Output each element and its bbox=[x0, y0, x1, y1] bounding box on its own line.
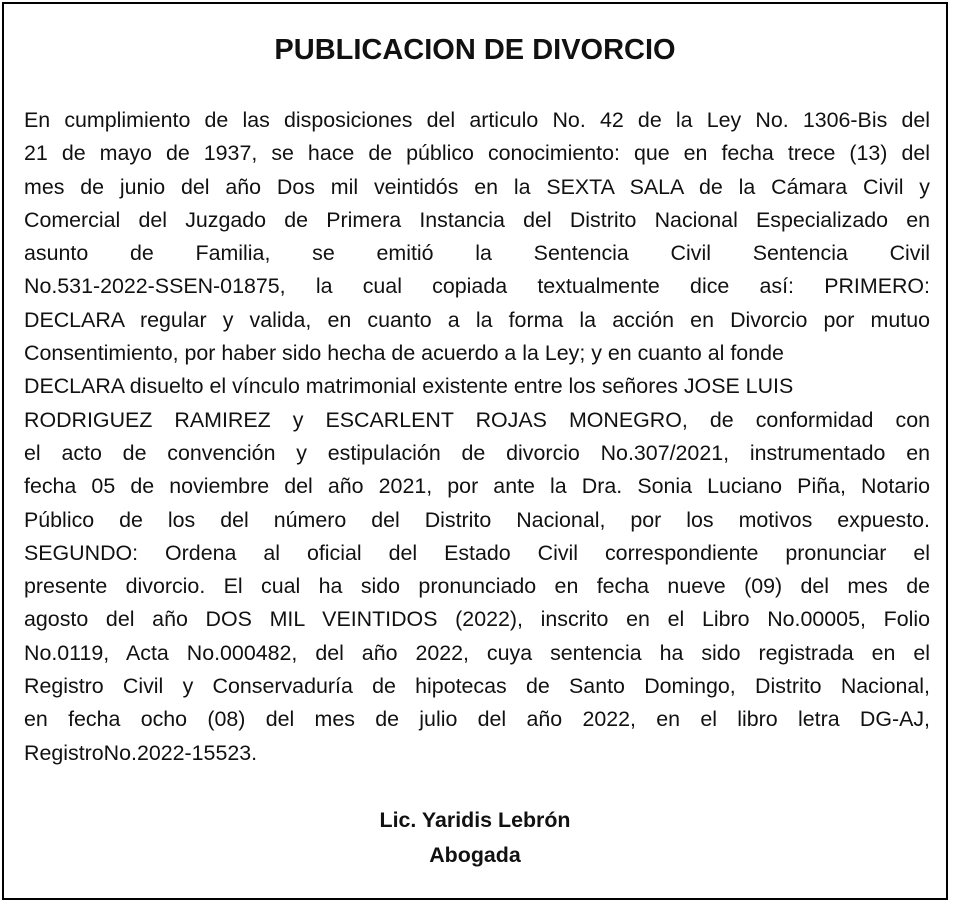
body-line: Público de los del número del Distrito Nacional, por los motivos expuesto. bbox=[24, 507, 930, 532]
body-line: 21 de mayo de 1937, se hace de público conocimiento: que en fecha trece (13) del bbox=[24, 141, 930, 166]
body-line: en fecha ocho (08) del mes de julio del año 2022, en el libro letra DG-AJ, bbox=[24, 707, 930, 732]
body-line: En cumplimiento de las disposiciones del articulo No. 42 de la Ley No. 1306-Bis del bbox=[24, 108, 930, 132]
body-line: mes de junio del año Dos mil veintidós en la SEXTA SALA de la Cámara Civil y bbox=[24, 174, 930, 199]
body-line: No.531-2022-SSEN-01875, la cual copiada textualmente dice así: PRIMERO: bbox=[24, 274, 930, 299]
body-line: el acto de convención y estipulación de divorcio No.307/2021, instrumentado en bbox=[24, 440, 930, 465]
body-line: Comercial del Juzgado de Primera Instancia del Distrito Nacional Especializado en bbox=[24, 207, 930, 232]
body-line: DECLARA regular y valida, en cuanto a la forma la acción en Divorcio por mutuo bbox=[24, 307, 930, 332]
body-line: RODRIGUEZ RAMIREZ y ESCARLENT ROJAS MONEGRO, de conformidad con bbox=[24, 407, 930, 432]
notice-title: PUBLICACION DE DIVORCIO bbox=[274, 34, 676, 66]
body-line: agosto del año DOS MIL VEINTIDOS (2022), inscrito en el Libro No.00005, Folio bbox=[24, 607, 930, 632]
body-line: RegistroNo.2022-15523. bbox=[24, 740, 258, 765]
divorce-notice bbox=[2, 2, 948, 900]
body-line: fecha 05 de noviembre del año 2021, por ante la Dra. Sonia Luciano Piña, Notario bbox=[24, 474, 930, 499]
body-line: Registro Civil y Conservaduría de hipotecas de Santo Domingo, Distrito Nacional, bbox=[24, 674, 930, 699]
body-line: SEGUNDO: Ordena al oficial del Estado Civil correspondiente pronunciar el bbox=[24, 540, 930, 565]
notice-body bbox=[24, 104, 930, 770]
signature-name: Lic. Yaridis Lebrón bbox=[379, 808, 571, 832]
body-line: Consentimiento, por haber sido hecha de acuerdo a la Ley; y en cuanto al fonde bbox=[24, 341, 784, 366]
body-line: presente divorcio. El cual ha sido pronunciado en fecha nueve (09) del mes de bbox=[24, 574, 930, 599]
body-line: No.0119, Acta No.000482, del año 2022, cuya sentencia ha sido registrada en el bbox=[24, 640, 930, 665]
signature-role: Abogada bbox=[429, 843, 521, 867]
body-line: asunto de Familia, se emitió la Sentencia Civil Sentencia Civil bbox=[24, 241, 930, 266]
body-line: DECLARA disuelto el vínculo matrimonial existente entre los señores JOSE LUIS bbox=[24, 374, 794, 399]
